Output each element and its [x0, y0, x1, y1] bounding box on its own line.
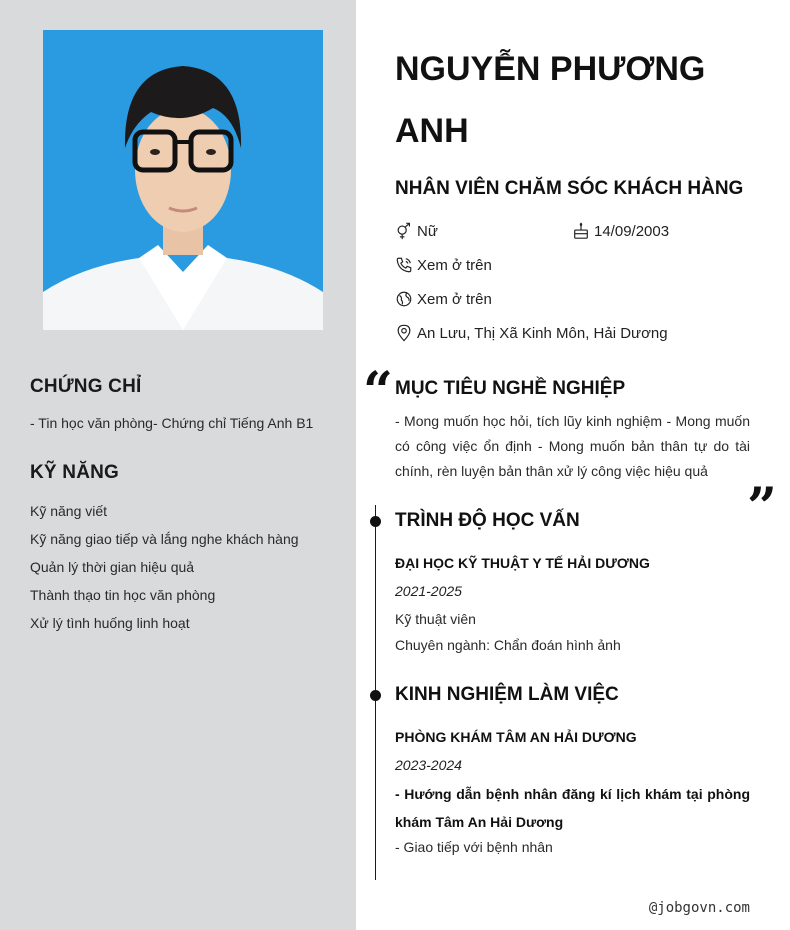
quote-open-mark: “ — [363, 361, 393, 422]
skills-title: KỸ NĂNG — [30, 462, 120, 483]
location-pin-icon — [395, 323, 415, 343]
sidebar — [0, 0, 356, 930]
experience-period: 2023-2024 — [395, 757, 462, 773]
job-title: NHÂN VIÊN CHĂM SÓC KHÁCH HÀNG — [395, 178, 744, 199]
phone-icon — [395, 255, 415, 275]
experience-duty-main: - Hướng dẫn bệnh nhân đăng kí lịch khám tại phòng khám Tâm An Hải Dương — [395, 786, 750, 830]
phone-value: Xem ở trên — [417, 256, 492, 274]
experience-duty-extra: - Giao tiếp với bệnh nhân — [395, 839, 553, 855]
globe-icon — [395, 289, 415, 309]
address-value: An Lưu, Thị Xã Kinh Môn, Hải Dương — [417, 324, 668, 342]
gender-value: Nữ — [417, 222, 438, 240]
education-degree: Kỹ thuật viên — [395, 611, 476, 627]
birthday-value: 14/09/2003 — [594, 222, 670, 240]
profile-photo-illustration — [43, 30, 323, 330]
skill-item: Quản lý thời gian hiệu quả — [30, 559, 195, 575]
website-value: Xem ở trên — [417, 290, 492, 308]
candidate-name: NGUYỄN PHƯƠNG ANH — [395, 50, 706, 150]
website-row — [395, 287, 492, 311]
birthday-row — [572, 219, 669, 243]
experience-company: PHÒNG KHÁM TÂM AN HẢI DƯƠNG — [395, 729, 637, 745]
address-row — [395, 321, 668, 345]
phone-row — [395, 253, 492, 277]
gender-icon — [395, 221, 415, 241]
experience-title: KINH NGHIỆM LÀM VIỆC — [395, 684, 619, 705]
education-major: Chuyên ngành: Chẩn đoán hình ảnh — [395, 637, 621, 653]
quote-close-mark: ” — [747, 477, 777, 538]
cake-icon — [572, 221, 592, 241]
objective-title: MỤC TIÊU NGHỀ NGHIỆP — [395, 378, 626, 399]
gender-row — [395, 219, 438, 243]
profile-photo — [43, 30, 323, 330]
certificates-text: - Tin học văn phòng- Chứng chỉ Tiếng Anh B1 — [30, 415, 314, 431]
certificates-title: CHỨNG CHỈ — [30, 376, 142, 397]
objective-text: - Mong muốn học hỏi, tích lũy kinh nghiệm - Mong muốn có công việc ổn định - Mong muốn bản thân tự do tài chính, rèn luyện bản thân xử lý công việc hiệu quả — [395, 413, 750, 479]
footer-watermark: @jobgovn.com — [648, 900, 750, 916]
timeline-dot — [370, 690, 381, 701]
skill-item: Kỹ năng viết — [30, 503, 108, 519]
education-period: 2021-2025 — [395, 583, 462, 599]
education-title: TRÌNH ĐỘ HỌC VẤN — [395, 510, 580, 531]
education-school: ĐẠI HỌC KỸ THUẬT Y TẾ HẢI DƯƠNG — [395, 555, 650, 571]
skill-item: Kỹ năng giao tiếp và lắng nghe khách hàng — [30, 531, 299, 547]
skill-item: Thành thạo tin học văn phòng — [30, 587, 216, 603]
skills-list — [30, 500, 299, 640]
timeline-dot — [370, 516, 381, 527]
skill-item: Xử lý tình huống linh hoạt — [30, 615, 190, 631]
